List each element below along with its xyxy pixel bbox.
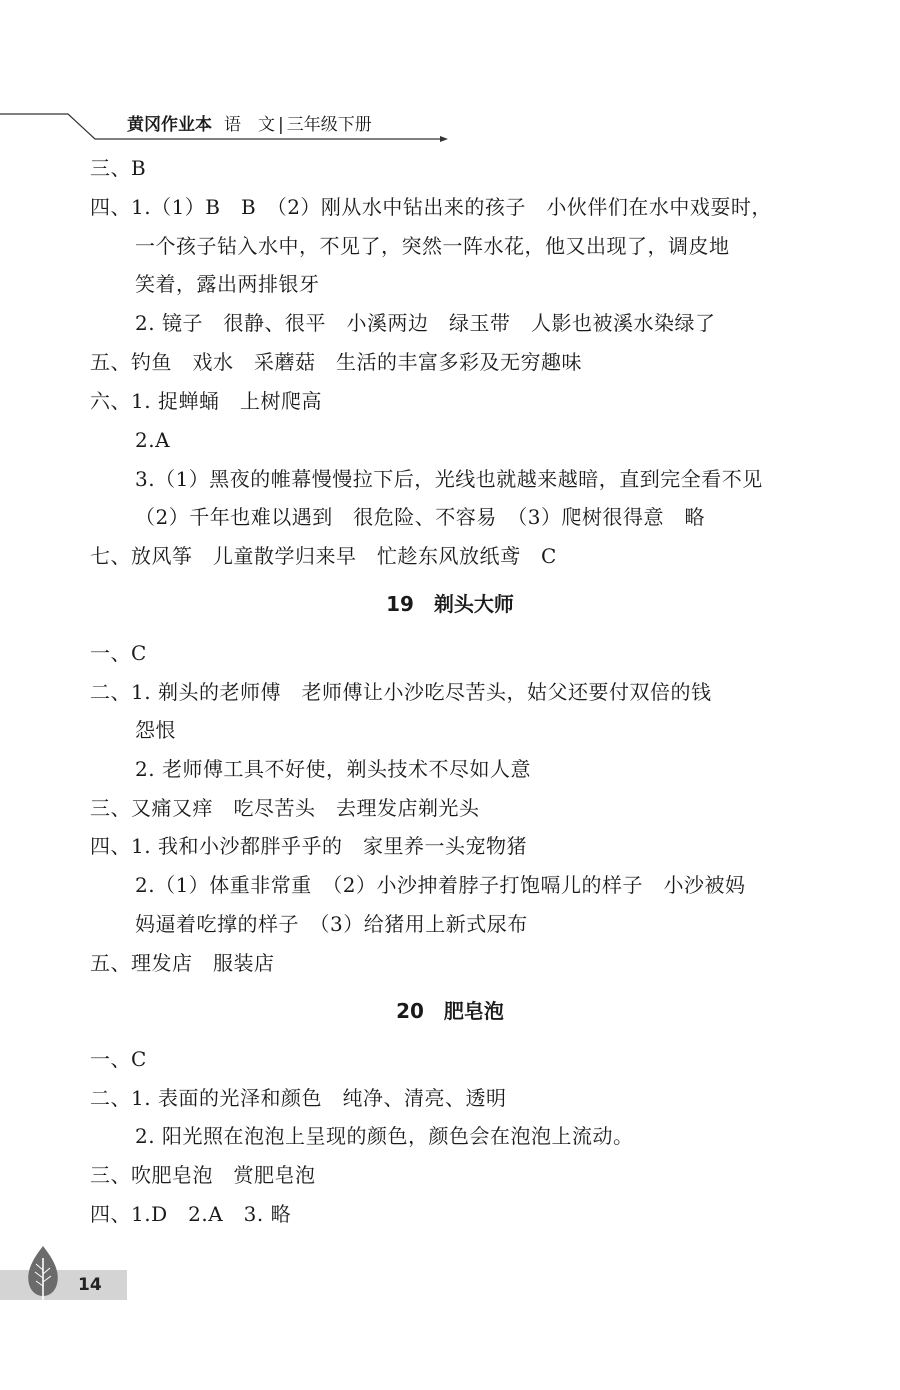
header-grade: 三年级下册 <box>286 115 372 135</box>
answer-line: 二、1. 表面的光泽和颜色 纯净、清亮、透明 <box>90 1086 507 1110</box>
answer-line: （2）千年也难以遇到 很危险、不容易 （3）爬树很得意 略 <box>135 505 705 529</box>
header-title <box>127 110 372 135</box>
running-header <box>0 100 900 150</box>
header-subject: 语 文 <box>224 115 275 135</box>
answer-line: 2.A <box>135 428 171 452</box>
answer-line: 妈逼着吃撑的样子 （3）给猪用上新式尿布 <box>135 912 528 936</box>
answer-line: 四、1.D 2.A 3. 略 <box>90 1202 292 1226</box>
answer-line: 2. 镜子 很静、很平 小溪两边 绿玉带 人影也被溪水染绿了 <box>135 311 716 335</box>
answer-line: 2. 老师傅工具不好使，剃头技术不尽如人意 <box>135 757 531 781</box>
leaf-icon <box>26 1246 60 1302</box>
answer-line: 三、又痛又痒 吃尽苦头 去理发店剃光头 <box>90 796 480 820</box>
answer-line: 一个孩子钻入水中，不见了，突然一阵水花，他又出现了，调皮地 <box>135 234 730 258</box>
answer-line: 四、1.（1）B B （2）刚从水中钻出来的孩子 小伙伴们在水中戏耍时， <box>90 195 772 219</box>
answer-line: 五、理发店 服装店 <box>90 951 275 975</box>
answer-line: 怨恨 <box>135 718 176 742</box>
page-number: 14 <box>78 1275 102 1295</box>
answer-line: 2. 阳光照在泡泡上呈现的颜色，颜色会在泡泡上流动。 <box>135 1124 634 1148</box>
answer-line: 二、1. 剃头的老师傅 老师傅让小沙吃尽苦头，姑父还要付双倍的钱 <box>90 680 712 704</box>
answer-line: 3.（1）黑夜的帷幕慢慢拉下后，光线也就越来越暗，直到完全看不见 <box>135 467 763 491</box>
answer-line: 七、放风筝 儿童散学归来早 忙趁东风放纸鸢 C <box>90 544 557 568</box>
header-separator: | <box>278 115 284 135</box>
answer-line: 三、吹肥皂泡 赏肥皂泡 <box>90 1163 316 1187</box>
section-heading-20: 20 肥皂泡 <box>396 999 504 1023</box>
answer-line: 一、C <box>90 641 147 665</box>
section-heading-19: 19 剃头大师 <box>386 592 514 616</box>
answer-line: 六、1. 捉蝉蛹 上树爬高 <box>90 389 322 413</box>
answer-line: 四、1. 我和小沙都胖乎乎的 家里养一头宠物猪 <box>90 834 527 858</box>
answer-line: 笑着，露出两排银牙 <box>135 272 320 296</box>
answer-line: 2.（1）体重非常重 （2）小沙抻着脖子打饱嗝儿的样子 小沙被妈 <box>135 873 746 897</box>
answer-line: 三、B <box>90 156 147 180</box>
answer-line: 一、C <box>90 1047 147 1071</box>
footer-band <box>0 1270 127 1300</box>
header-brand: 黄冈作业本 <box>127 115 212 135</box>
answer-line: 五、钓鱼 戏水 采蘑菇 生活的丰富多彩及无穷趣味 <box>90 350 582 374</box>
